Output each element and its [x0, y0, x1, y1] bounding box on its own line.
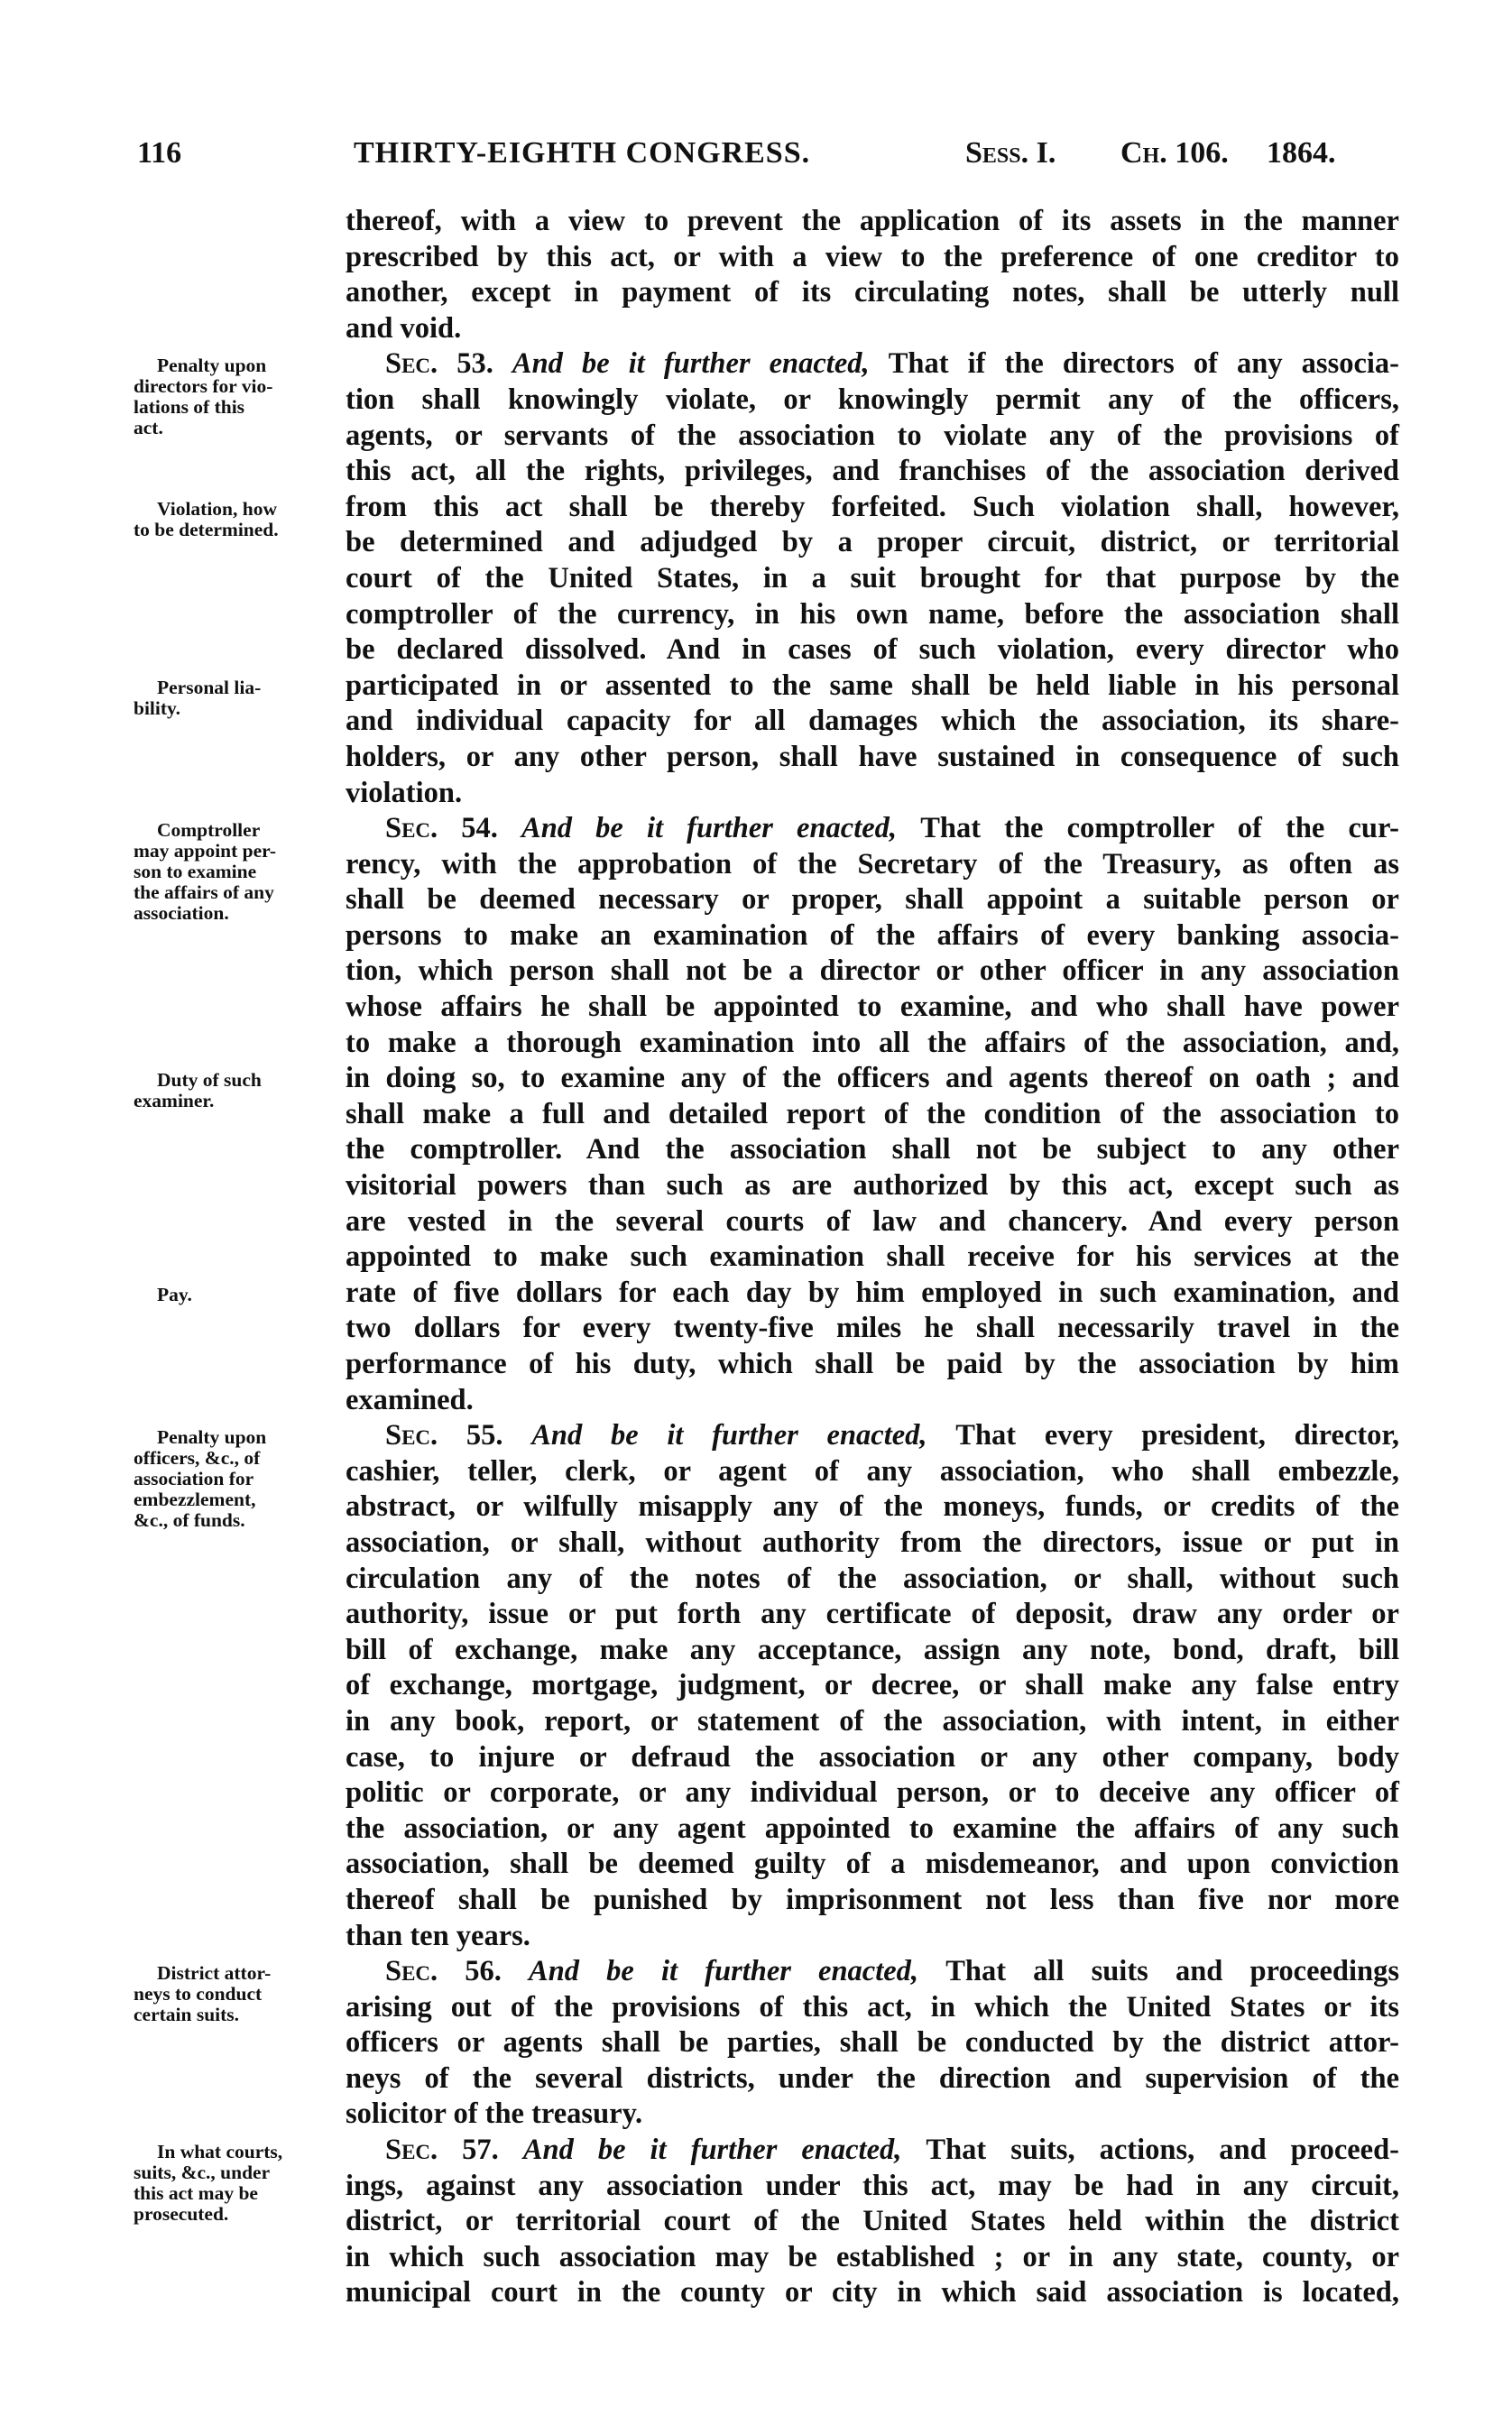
body-line: persons to make an examination of the affairs of every banking associa-: [346, 918, 1399, 952]
margin-note-line: Penalty upon: [157, 355, 267, 377]
body-line: rate of five dollars for each day by him employed in such examination, and: [346, 1276, 1399, 1309]
body-line: politic or corporate, or any individual person, or to deceive any officer of: [346, 1776, 1399, 1810]
body-line: and individual capacity for all damages which the association, its share-: [346, 705, 1399, 738]
margin-note-line: this act may be: [134, 2182, 258, 2205]
enacting-clause: And be it further enacted,: [522, 2134, 927, 2167]
body-line: in which such association may be established ; or in any state, county, or: [346, 2240, 1399, 2273]
body-line: bill of exchange, make any acceptance, assign any note, bond, draft, bill: [346, 1633, 1399, 1666]
margin-note-line: Comptroller: [157, 819, 261, 842]
margin-note-line: examiner.: [134, 1090, 215, 1112]
margin-note-line: neys to conduct: [134, 1983, 263, 2005]
body-line: violation.: [346, 776, 463, 809]
margin-note: [134, 820, 339, 924]
body-line: examined.: [346, 1383, 474, 1416]
body-line: cashier, teller, clerk, or agent of any association, who shall embezzle,: [346, 1454, 1399, 1488]
margin-note: [134, 1285, 339, 1305]
section-heading-line: [346, 346, 1399, 383]
body-line: appointed to make such examination shall receive for his services at the: [346, 1240, 1399, 1274]
page-number: 116: [137, 136, 182, 170]
body-line: be determined and adjudged by a proper circuit, district, or territorial: [346, 526, 1399, 559]
margin-note-line: act.: [134, 417, 163, 439]
running-header: [137, 134, 1369, 173]
margin-note-line: prosecuted.: [134, 2203, 229, 2226]
margin-note-line: Penalty upon: [157, 1426, 267, 1449]
margin-note-line: Violation, how: [157, 497, 277, 520]
body-line: the comptroller. And the association shall not be subject to any other: [346, 1133, 1399, 1166]
margin-note-line: certain suits.: [134, 2004, 240, 2026]
body-line: authority, issue or put forth any certificate of deposit, draw any order or: [346, 1598, 1399, 1631]
body-line: abstract, or wilfully misapply any of the moneys, funds, or credits of the: [346, 1490, 1399, 1524]
section-text: That suits, actions, and proceed-: [926, 2134, 1399, 2167]
body-line: in any book, report, or statement of the association, with intent, in either: [346, 1704, 1399, 1738]
margin-note-line: lations of this: [134, 396, 245, 419]
section-number: Sec. 56.: [385, 1955, 530, 1988]
body-line: and void.: [346, 311, 462, 345]
margin-note-line: Personal lia-: [157, 676, 262, 698]
margin-note-line: bility.: [134, 696, 180, 719]
margin-note-line: association.: [134, 902, 229, 925]
body-line: comptroller of the currency, in his own name, before the association shall: [346, 597, 1399, 631]
margin-note: [134, 1427, 339, 1531]
body-line: tion, which person shall not be a director or other officer in any association: [346, 954, 1399, 988]
body-line: solicitor of the treasury.: [346, 2097, 643, 2131]
section-heading-line: [346, 811, 1399, 847]
body-line: to make a thorough examination into all the affairs of the association, and,: [346, 1026, 1399, 1059]
body-line: another, except in payment of its circulating notes, shall be utterly null: [346, 276, 1399, 309]
body-line: from this act shall be thereby forfeited. Such violation shall, however,: [346, 490, 1399, 523]
header-year: 1864.: [1267, 136, 1336, 170]
margin-note-line: association for: [134, 1468, 254, 1490]
section-text: That all suits and proceedings: [945, 1955, 1399, 1988]
body-line: performance of his duty, which shall be paid by the association by him: [346, 1348, 1399, 1380]
body-line: are vested in the several courts of law and chancery. And every person: [346, 1204, 1399, 1238]
body-line: arising out of the provisions of this act, in which the United States or its: [346, 1990, 1399, 2024]
margin-note-line: Duty of such: [157, 1069, 262, 1092]
body-line: circulation any of the notes of the association, or shall, without such: [346, 1562, 1399, 1595]
header-chapter: Ch. 106.: [1120, 136, 1229, 170]
enacting-clause: And be it further enacted,: [529, 1955, 946, 1988]
body-line: participated in or assented to the same shall be held liable in his personal: [346, 668, 1399, 702]
body-line: shall make a full and detailed report of the condition of the association to: [346, 1097, 1399, 1130]
body-line: be declared dissolved. And in cases of such violation, every director who: [346, 633, 1399, 667]
section-text: That every president, director,: [955, 1419, 1400, 1452]
margin-note-line: to be determined.: [134, 518, 279, 540]
body-line: ings, against any association under this act, may be had in any circuit,: [346, 2169, 1399, 2202]
body-line: thereof shall be punished by imprisonment not less than five nor more: [346, 1883, 1399, 1916]
section-heading-line: [346, 1954, 1399, 1990]
margin-note-line: embezzlement,: [134, 1489, 256, 1511]
body-line: than ten years.: [346, 1919, 530, 1952]
margin-note-line: son to examine: [134, 861, 257, 883]
body-line: association, or shall, without authority from the directors, issue or put in: [346, 1526, 1399, 1559]
margin-note: [134, 678, 339, 719]
body-line: shall be deemed necessary or proper, shall appoint a suitable person or: [346, 883, 1399, 917]
body-line: municipal court in the county or city in which said association is located,: [346, 2276, 1399, 2310]
body-line: whose affairs he shall be appointed to examine, and who shall have power: [346, 991, 1399, 1024]
body-line: thereof, with a view to prevent the application of its assets in the manner: [346, 205, 1399, 237]
section-text: That the comptroller of the cur-: [920, 812, 1399, 845]
body-line: court of the United States, in a suit brought for that purpose by the: [346, 561, 1399, 595]
margin-note-line: suits, &c., under: [134, 2162, 271, 2184]
enacting-clause: And be it further enacted,: [531, 1419, 956, 1452]
section-text: That if the directors of any associa-: [888, 347, 1399, 381]
section-number: Sec. 54.: [385, 812, 522, 845]
margin-note-line: Pay.: [157, 1284, 192, 1305]
section-heading-line: [346, 1418, 1399, 1454]
body-line: neys of the several districts, under the direction and supervision of the: [346, 2061, 1399, 2095]
section-heading-line: [346, 2133, 1399, 2169]
body-line: the association, or any agent appointed to examine the affairs of any such: [346, 1812, 1399, 1845]
body-line: rency, with the approbation of the Secretary of the Treasury, as often as: [346, 847, 1399, 880]
margin-note: [134, 1070, 339, 1111]
body-line: tion shall knowingly violate, or knowingly permit any of the officers,: [346, 383, 1399, 416]
margin-note-line: officers, &c., of: [134, 1447, 261, 1470]
margin-note: [134, 2142, 339, 2225]
section-number: Sec. 53.: [385, 347, 512, 381]
body-line: in doing so, to examine any of the officers and agents thereof on oath ; and: [346, 1062, 1399, 1095]
body-line: agents, or servants of the association to violate any of the provisions of: [346, 419, 1399, 452]
body-line: case, to injure or defraud the association or any other company, body: [346, 1740, 1399, 1774]
margin-note-line: In what courts,: [157, 2141, 283, 2163]
body-line: visitorial powers than such as are authorized by this act, except such as: [346, 1169, 1399, 1203]
margin-note-line: District attor-: [157, 1962, 272, 1985]
body-line: officers or agents shall be parties, shall be conducted by the district attor-: [346, 2026, 1399, 2060]
section-number: Sec. 55.: [385, 1419, 532, 1452]
body-line: this act, all the rights, privileges, and franchises of the association derived: [346, 455, 1399, 488]
enacting-clause: And be it further enacted,: [521, 812, 921, 845]
body-line: district, or territorial court of the United States held within the district: [346, 2205, 1399, 2238]
body-text: [346, 204, 1399, 2311]
body-line: of exchange, mortgage, judgment, or decree, or shall make any false entry: [346, 1669, 1399, 1702]
header-session: Sess. I.: [965, 136, 1056, 170]
margin-note-line: the affairs of any: [134, 881, 274, 904]
margin-note: [134, 1963, 339, 2025]
body-line: prescribed by this act, or with a view to the preference of one creditor to: [346, 240, 1399, 273]
margin-note: [134, 499, 339, 540]
enacting-clause: And be it further enacted,: [512, 347, 889, 381]
body-line: holders, or any other person, shall have sustained in consequence of such: [346, 740, 1399, 773]
margin-note-line: &c., of funds.: [134, 1509, 245, 1532]
body-line: two dollars for every twenty-five miles he shall necessarily travel in the: [346, 1312, 1399, 1345]
margin-note: [134, 355, 339, 438]
body-line: association, shall be deemed guilty of a misdemeanor, and upon conviction: [346, 1848, 1399, 1881]
header-title: THIRTY-EIGHTH CONGRESS.: [354, 136, 811, 170]
margin-note-line: may appoint per-: [134, 840, 277, 862]
margin-note-line: directors for vio-: [134, 375, 273, 398]
section-number: Sec. 57.: [385, 2134, 523, 2167]
